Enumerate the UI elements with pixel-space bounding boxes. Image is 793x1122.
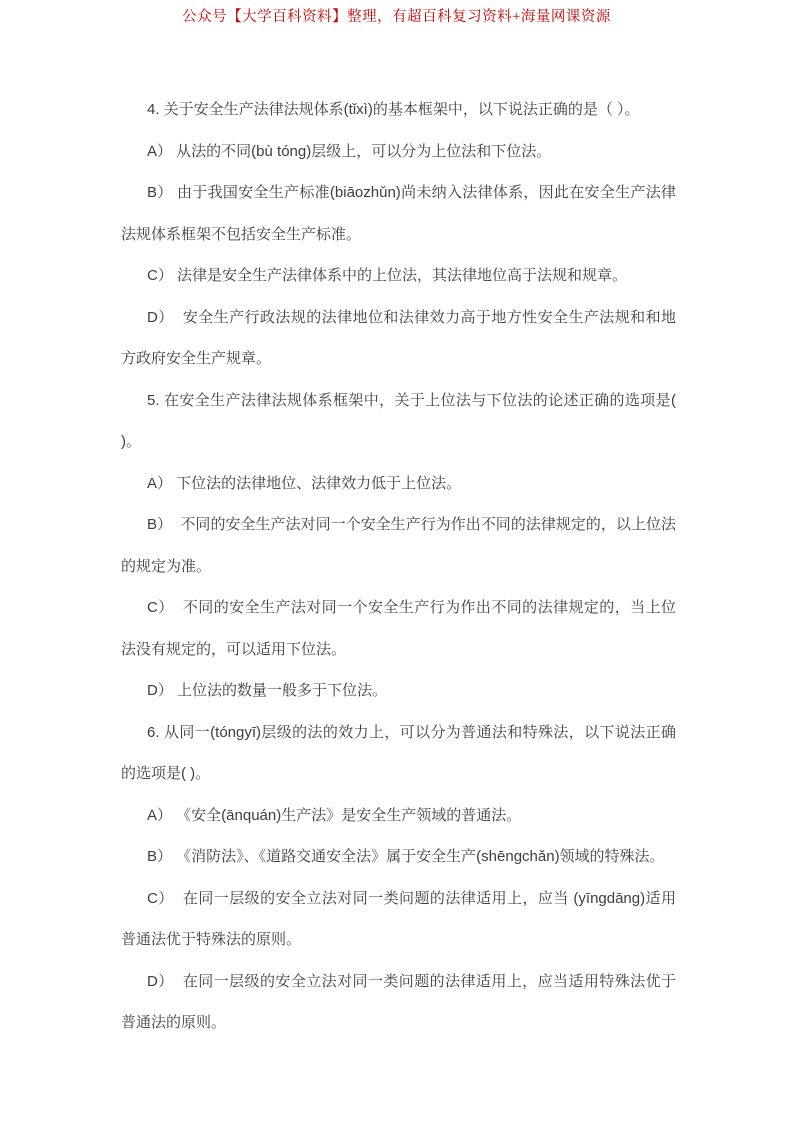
page-header-banner: 公众号【大学百科资料】整理，有超百科复习资料+海量网课资源: [182, 9, 611, 25]
question-6-option-a: A） 《安全(ānquán)生产法》是安全生产领域的普通法。: [147, 806, 522, 824]
question-4-option-d: D） 安全生产行政法规的法律地位和法律效力高于地方性安全生产法规和和地方政府安全生产规章。: [121, 308, 676, 367]
question-5-option-d: D） 上位法的数量一般多于下位法。: [147, 682, 388, 699]
question-4-stem: 4. 关于安全生产法律法规体系(tǐxì)的基本框架中，以下说法正确的是（ ）。: [147, 101, 640, 118]
question-6-option-b: B） 《消防法》、《道路交通安全法》属于安全生产(shēngchǎn)领域的特殊法。: [147, 848, 665, 865]
question-5-stem: 5. 在安全生产法律法规体系框架中，关于上位法与下位法的论述正确的选项是( )。: [121, 391, 681, 450]
question-4-option-a: A） 从法的不同(bù tóng)层级上，可以分为上位法和下位法。: [147, 142, 552, 160]
question-5-option-c: C） 不同的安全生产法对同一个安全生产行为作出不同的法律规定的，当上位法没有规定的，可以适用下位法。: [121, 599, 676, 658]
question-4-option-b: B） 由于我国安全生产标准(biāozhǔn)尚未纳入法律体系，因此在安全生产法律法规体系框架不包括安全生产标准。: [121, 184, 676, 243]
document-body: [121, 89, 681, 1044]
question-4-option-c: C） 法律是安全生产法律体系中的上位法，其法律地位高于法规和规章。: [147, 267, 628, 284]
question-6-stem: 6. 从同一(tóngyī)层级的法的效力上，可以分为普通法和特殊法，以下说法正确的选项是( )。: [121, 723, 676, 782]
question-5-option-a: A） 下位法的法律地位、法律效力低于上位法。: [147, 474, 462, 492]
question-6-option-d: D） 在同一层级的安全立法对同一类问题的法律适用上，应当适用特殊法优于普通法的原则。: [121, 972, 676, 1031]
question-5-option-b: B） 不同的安全生产法对同一个安全生产行为作出不同的法律规定的，以上位法的规定为准。: [121, 516, 676, 575]
question-6-option-c: C） 在同一层级的安全立法对同一类问题的法律适用上，应当 (yīngdāng)适用普通法优于特殊法的原则。: [121, 889, 676, 948]
